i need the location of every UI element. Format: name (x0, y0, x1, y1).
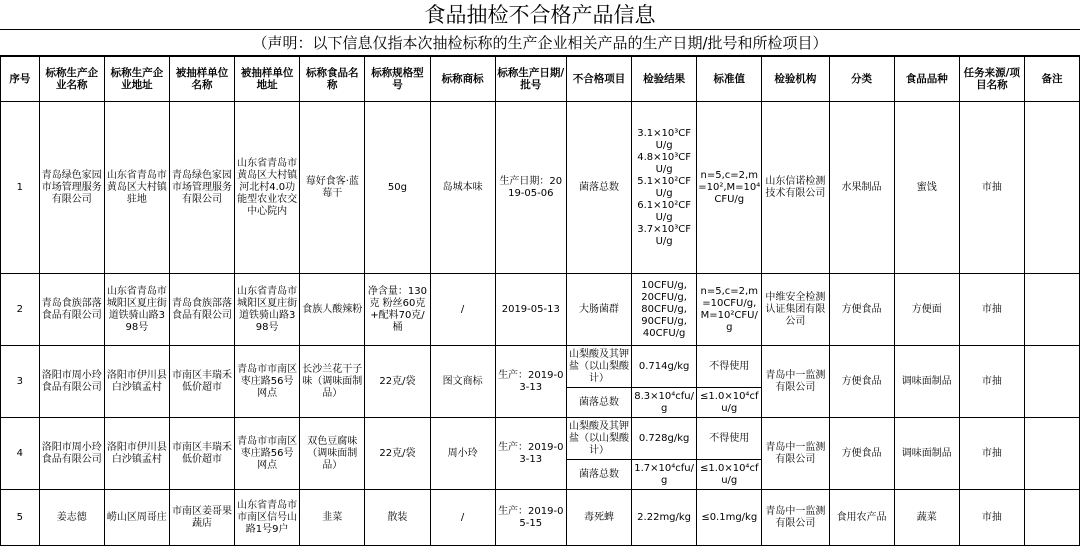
cell-no: 5 (1, 490, 40, 546)
cell-standard: 不得使用 (697, 418, 762, 460)
cell-lab: 中维安全检测认证集团有限公司 (762, 274, 829, 346)
cell-company: 洛阳市周小玲食品有限公司 (39, 346, 104, 418)
cell-sampled-address: 青岛市市南区枣庄路56号网点 (235, 418, 300, 490)
cell-food-name: 食族人酸辣粉 (300, 274, 365, 346)
header-cell: 被抽样单位名称 (169, 57, 234, 102)
cell-no: 2 (1, 274, 40, 346)
header-cell: 标准值 (697, 57, 762, 102)
header-cell: 标称商标 (430, 57, 495, 102)
cell-lab: 青岛中一监测有限公司 (762, 346, 829, 418)
cell-company: 姜志德 (39, 490, 104, 546)
cell-failed-item: 菌落总数 (566, 388, 631, 418)
cell-category: 方便食品 (829, 418, 894, 490)
cell-sampled-unit: 青岛食族部落食品有限公司 (169, 274, 234, 346)
cell-result: 0.714g/kg (632, 346, 697, 388)
cell-brand: 周小玲 (430, 418, 495, 490)
page-title: 食品抽检不合格产品信息 (0, 0, 1080, 30)
cell-source: 市抽 (959, 102, 1024, 274)
cell-spec: 散装 (365, 490, 430, 546)
header-cell: 标称生产企业名称 (39, 57, 104, 102)
header-cell: 检验机构 (762, 57, 829, 102)
cell-company: 青岛绿色家园市场管理服务有限公司 (39, 102, 104, 274)
cell-date: 2019-05-13 (495, 274, 566, 346)
cell-category: 方便食品 (829, 346, 894, 418)
header-cell: 标称规格型号 (365, 57, 430, 102)
page-subtitle: （声明：以下信息仅指本次抽检标称的生产企业相关产品的生产日期/批号和所检项目） (0, 30, 1080, 56)
cell-lab: 青岛中一监测有限公司 (762, 418, 829, 490)
cell-food-name: 双色豆腐味（调味面制品） (300, 418, 365, 490)
cell-source: 市抽 (959, 274, 1024, 346)
cell-result: 1.7×10⁴cfu/g (632, 460, 697, 490)
header-cell: 不合格项目 (566, 57, 631, 102)
cell-standard: ≤1.0×10⁴cfu/g (697, 388, 762, 418)
cell-result: 10CFU/g, 20CFU/g, 80CFU/g, 90CFU/g, 40CFU/g (632, 274, 697, 346)
header-cell: 分类 (829, 57, 894, 102)
header-cell: 序号 (1, 57, 40, 102)
cell-sampled-address: 山东省青岛市城阳区夏庄街道铁骑山路398号 (235, 274, 300, 346)
cell-food-name: 韭菜 (300, 490, 365, 546)
cell-category: 食用农产品 (829, 490, 894, 546)
cell-category: 方便食品 (829, 274, 894, 346)
cell-category: 水果制品 (829, 102, 894, 274)
header-cell: 任务来源/项目名称 (959, 57, 1024, 102)
header-cell: 标称生产日期/批号 (495, 57, 566, 102)
cell-company-address: 山东省青岛市城阳区夏庄街道铁骑山路398号 (104, 274, 169, 346)
cell-failed-item: 菌落总数 (566, 460, 631, 490)
cell-sampled-unit: 市南区丰瑞禾低价超市 (169, 418, 234, 490)
cell-variety: 方便面 (894, 274, 959, 346)
header-cell: 标称生产企业地址 (104, 57, 169, 102)
cell-source: 市抽 (959, 418, 1024, 490)
header-row (1, 57, 1080, 102)
table-row (1, 274, 1080, 346)
cell-failed-item: 毒死蜱 (566, 490, 631, 546)
cell-failed-item: 大肠菌群 (566, 274, 631, 346)
table-row (1, 346, 1080, 388)
cell-company-address: 洛阳市伊川县白沙镇孟村 (104, 418, 169, 490)
cell-sampled-address: 山东省青岛市黄岛区大村镇河北村4.0功能型农业农交中心院内 (235, 102, 300, 274)
cell-standard: 不得使用 (697, 346, 762, 388)
cell-brand: 图文商标 (430, 346, 495, 418)
cell-remark (1024, 274, 1079, 346)
cell-variety: 调味面制品 (894, 346, 959, 418)
cell-date: 生产：2019-03-13 (495, 418, 566, 490)
cell-sampled-unit: 市南区姜哥果蔬店 (169, 490, 234, 546)
cell-result: 0.728g/kg (632, 418, 697, 460)
cell-food-name: 莓好食客·蓝莓干 (300, 102, 365, 274)
cell-remark (1024, 346, 1079, 418)
cell-standard: n=5,c=2,m=10CFU/g,M=10²CFU/g (697, 274, 762, 346)
cell-failed-item: 菌落总数 (566, 102, 631, 274)
cell-failed-item: 山梨酸及其钾盐（以山梨酸计） (566, 418, 631, 460)
cell-spec: 22克/袋 (365, 418, 430, 490)
cell-brand: / (430, 274, 495, 346)
inspection-table (0, 56, 1080, 546)
cell-spec: 50g (365, 102, 430, 274)
table-row (1, 418, 1080, 460)
cell-company: 洛阳市周小玲食品有限公司 (39, 418, 104, 490)
cell-result: 3.1×10³CFU/g 4.8×10³CFU/g 5.1×10²CFU/g 6.1×10²CFU/g 3.7×10³CFU/g (632, 102, 697, 274)
header-cell: 食品品种 (894, 57, 959, 102)
header-cell: 标称食品名称 (300, 57, 365, 102)
cell-variety: 蜜饯 (894, 102, 959, 274)
header-cell: 备注 (1024, 57, 1079, 102)
cell-date: 生产日期：2019-05-06 (495, 102, 566, 274)
cell-sampled-address: 青岛市市南区枣庄路56号网点 (235, 346, 300, 418)
cell-source: 市抽 (959, 346, 1024, 418)
cell-sampled-unit: 市南区丰瑞禾低价超市 (169, 346, 234, 418)
cell-standard: ≤1.0×10⁴cfu/g (697, 460, 762, 490)
cell-variety: 蔬菜 (894, 490, 959, 546)
cell-sampled-unit: 青岛绿色家园市场管理服务有限公司 (169, 102, 234, 274)
table-row (1, 490, 1080, 546)
cell-result: 2.22mg/kg (632, 490, 697, 546)
cell-remark (1024, 490, 1079, 546)
cell-date: 生产：2019-03-13 (495, 346, 566, 418)
table-row (1, 102, 1080, 274)
cell-lab: 青岛中一监测有限公司 (762, 490, 829, 546)
cell-spec: 22克/袋 (365, 346, 430, 418)
cell-standard: ≤0.1mg/kg (697, 490, 762, 546)
cell-brand: 岛城本味 (430, 102, 495, 274)
cell-source: 市抽 (959, 490, 1024, 546)
cell-date: 生产：2019-05-15 (495, 490, 566, 546)
cell-spec: 净含量：130克 粉丝60克+配料70克/桶 (365, 274, 430, 346)
cell-brand: / (430, 490, 495, 546)
cell-company-address: 洛阳市伊川县白沙镇孟村 (104, 346, 169, 418)
cell-no: 4 (1, 418, 40, 490)
cell-remark (1024, 102, 1079, 274)
cell-company-address: 崂山区周哥庄 (104, 490, 169, 546)
header-cell: 检验结果 (632, 57, 697, 102)
cell-failed-item: 山梨酸及其钾盐（以山梨酸计） (566, 346, 631, 388)
cell-food-name: 长沙兰花干子味（调味面制品） (300, 346, 365, 418)
cell-sampled-address: 山东省青岛市市南区信号山路1号9户 (235, 490, 300, 546)
cell-lab: 山东信诺检测技术有限公司 (762, 102, 829, 274)
cell-company: 青岛食族部落食品有限公司 (39, 274, 104, 346)
cell-remark (1024, 418, 1079, 490)
cell-no: 1 (1, 102, 40, 274)
header-cell: 被抽样单位地址 (235, 57, 300, 102)
cell-variety: 调味面制品 (894, 418, 959, 490)
cell-company-address: 山东省青岛市黄岛区大村镇驻地 (104, 102, 169, 274)
cell-no: 3 (1, 346, 40, 418)
cell-standard: n=5,c=2,m=10²,M=10⁴CFU/g (697, 102, 762, 274)
cell-result: 8.3×10⁴cfu/g (632, 388, 697, 418)
